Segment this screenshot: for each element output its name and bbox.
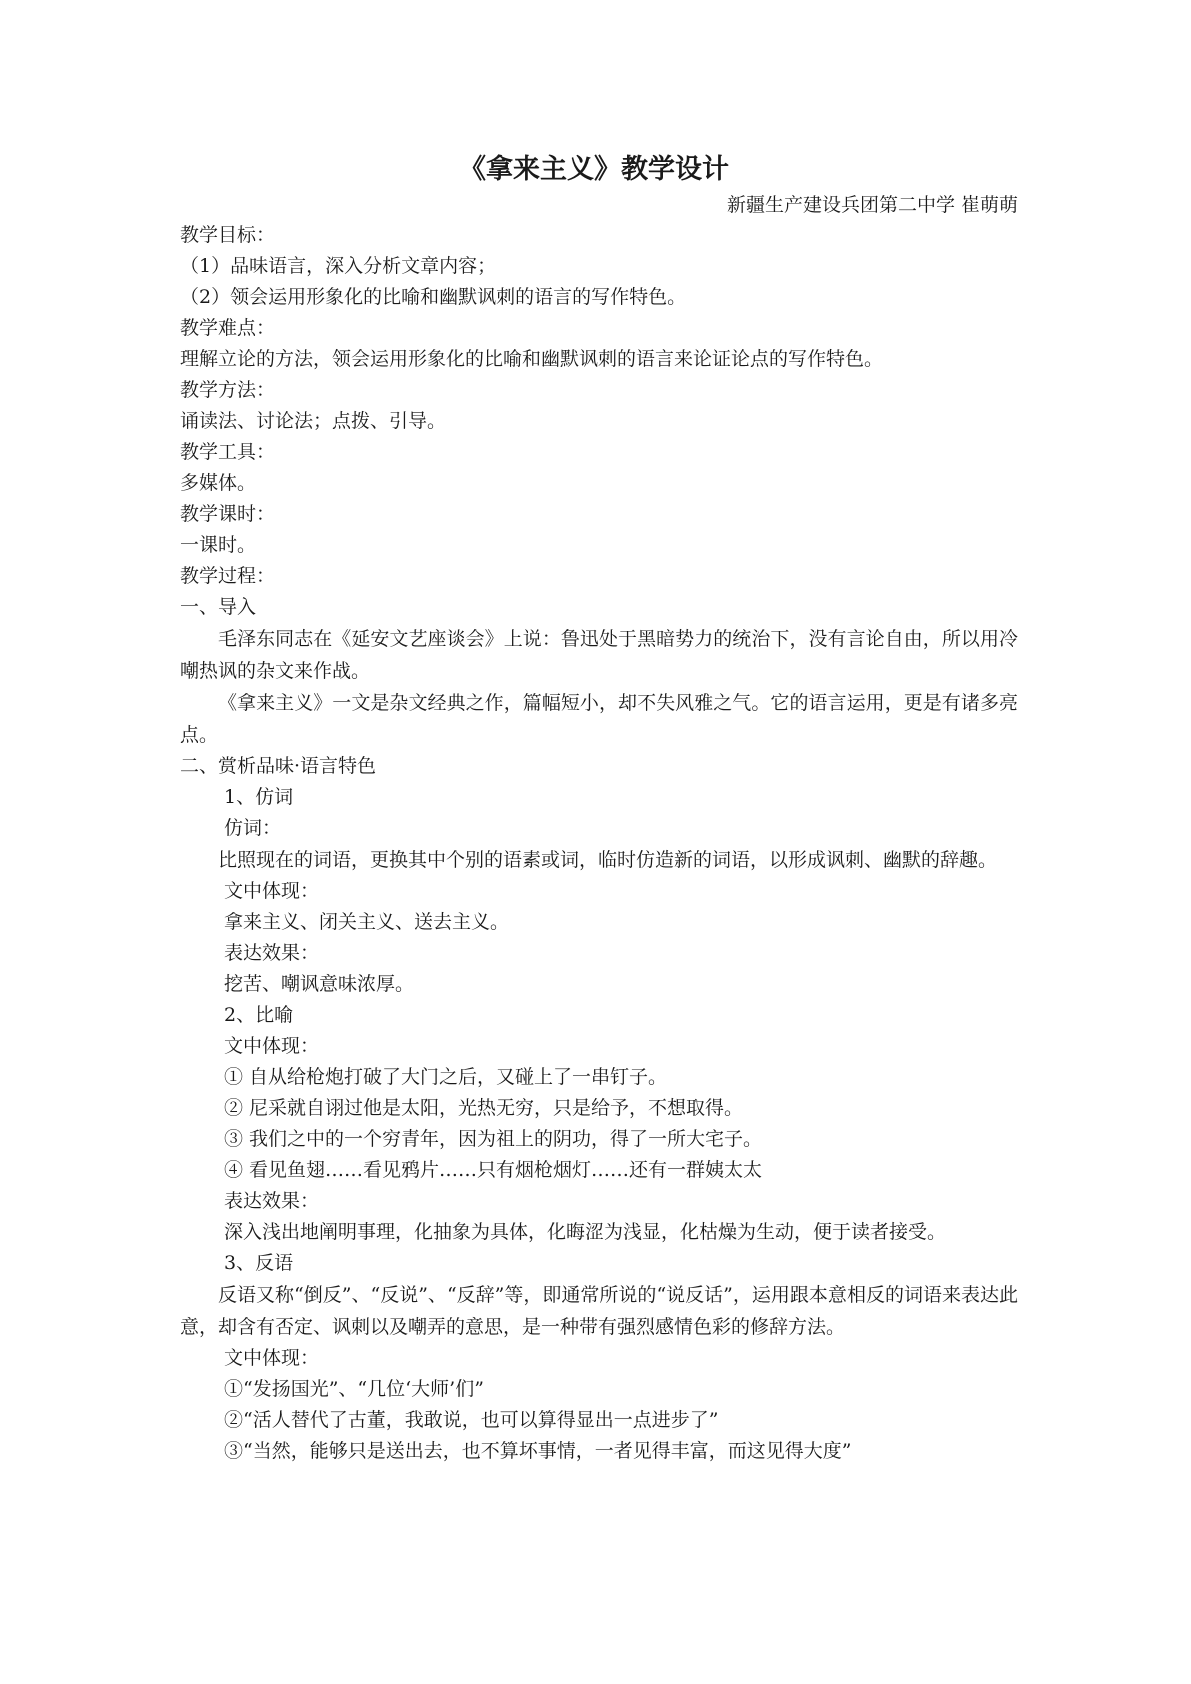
imitation-effect: 挖苦、嘲讽意味浓厚。 bbox=[224, 973, 415, 995]
goal-item-2: （2）领会运用形象化的比喻和幽默讽刺的语言的写作特色。 bbox=[180, 286, 687, 308]
irony-definition: 反语又称“倒反”、“反说”、“反辞”等，即通常所说的“说反话”，运用跟本意相反的词语来表达此意，却含有否定、讽刺以及嘲弄的意思，是一种带有强烈感情色彩的修辞方法。 bbox=[180, 1284, 1018, 1338]
irony-example-label: 文中体现： bbox=[224, 1347, 320, 1369]
imitation-example: 拿来主义、闭关主义、送去主义。 bbox=[224, 911, 510, 933]
author-line: 新疆生产建设兵团第二中学 崔萌萌 bbox=[726, 194, 1018, 216]
imitation-effect-label: 表达效果： bbox=[224, 942, 320, 964]
imitation-heading: 1、仿词 bbox=[224, 786, 294, 808]
metaphor-example-item: ① 自从给枪炮打破了大门之后，又碰上了一串钉子。 bbox=[224, 1066, 668, 1088]
goal-item-1: （1）品味语言，深入分析文章内容； bbox=[180, 255, 497, 277]
goals-heading: 教学目标： bbox=[180, 224, 276, 246]
intro-paragraph-1: 毛泽东同志在《延安文艺座谈会》上说：鲁迅处于黑暗势力的统治下，没有言论自由，所以用冷嘲热讽的杂文来作战。 bbox=[180, 628, 1018, 682]
irony-example-item: ③“当然，能够只是送出去，也不算坏事情，一者见得丰富，而这见得大度” bbox=[224, 1440, 852, 1462]
metaphor-example-item: ② 尼采就自诩过他是太阳，光热无穷，只是给予，不想取得。 bbox=[224, 1097, 744, 1119]
difficulty-heading: 教学难点： bbox=[180, 317, 276, 339]
document-page bbox=[180, 150, 1018, 1467]
analysis-heading: 二、赏析品味·语言特色 bbox=[180, 755, 377, 777]
hours-heading: 教学课时： bbox=[180, 503, 276, 525]
metaphor-heading: 2、比喻 bbox=[224, 1004, 294, 1026]
irony-heading: 3、反语 bbox=[224, 1252, 294, 1274]
metaphor-effect: 深入浅出地阐明事理，化抽象为具体，化晦涩为浅显，化枯燥为生动，便于读者接受。 bbox=[224, 1221, 947, 1243]
metaphor-example-item: ③ 我们之中的一个穷青年，因为祖上的阴功，得了一所大宅子。 bbox=[224, 1128, 763, 1150]
tools-heading: 教学工具： bbox=[180, 441, 276, 463]
method-text: 诵读法、讨论法；点拨、引导。 bbox=[180, 410, 447, 432]
metaphor-example-label: 文中体现： bbox=[224, 1035, 320, 1057]
intro-paragraph-2: 《拿来主义》一文是杂文经典之作，篇幅短小，却不失风雅之气。它的语言运用，更是有诸多亮点。 bbox=[180, 692, 1018, 746]
method-heading: 教学方法： bbox=[180, 379, 276, 401]
process-heading: 教学过程： bbox=[180, 565, 276, 587]
difficulty-text: 理解立论的方法，领会运用形象化的比喻和幽默讽刺的语言来论证论点的写作特色。 bbox=[180, 348, 884, 370]
metaphor-example-item: ④ 看见鱼翅……看见鸦片……只有烟枪烟灯……还有一群姨太太 bbox=[224, 1159, 763, 1181]
hours-text: 一课时。 bbox=[180, 534, 257, 556]
document-title: 《拿来主义》教学设计 bbox=[459, 154, 729, 185]
imitation-label: 仿词： bbox=[224, 817, 282, 839]
imitation-example-label: 文中体现： bbox=[224, 880, 320, 902]
metaphor-effect-label: 表达效果： bbox=[224, 1190, 320, 1212]
irony-example-item: ①“发扬国光”、“几位‘大师’们” bbox=[224, 1378, 484, 1400]
imitation-definition: 比照现在的词语，更换其中个别的语素或词，临时仿造新的词语，以形成讽刺、幽默的辞趣。 bbox=[218, 849, 998, 871]
irony-example-item: ②“活人替代了古董，我敢说，也可以算得显出一点进步了” bbox=[224, 1409, 719, 1431]
intro-heading: 一、导入 bbox=[180, 596, 257, 618]
tools-text: 多媒体。 bbox=[180, 472, 257, 494]
